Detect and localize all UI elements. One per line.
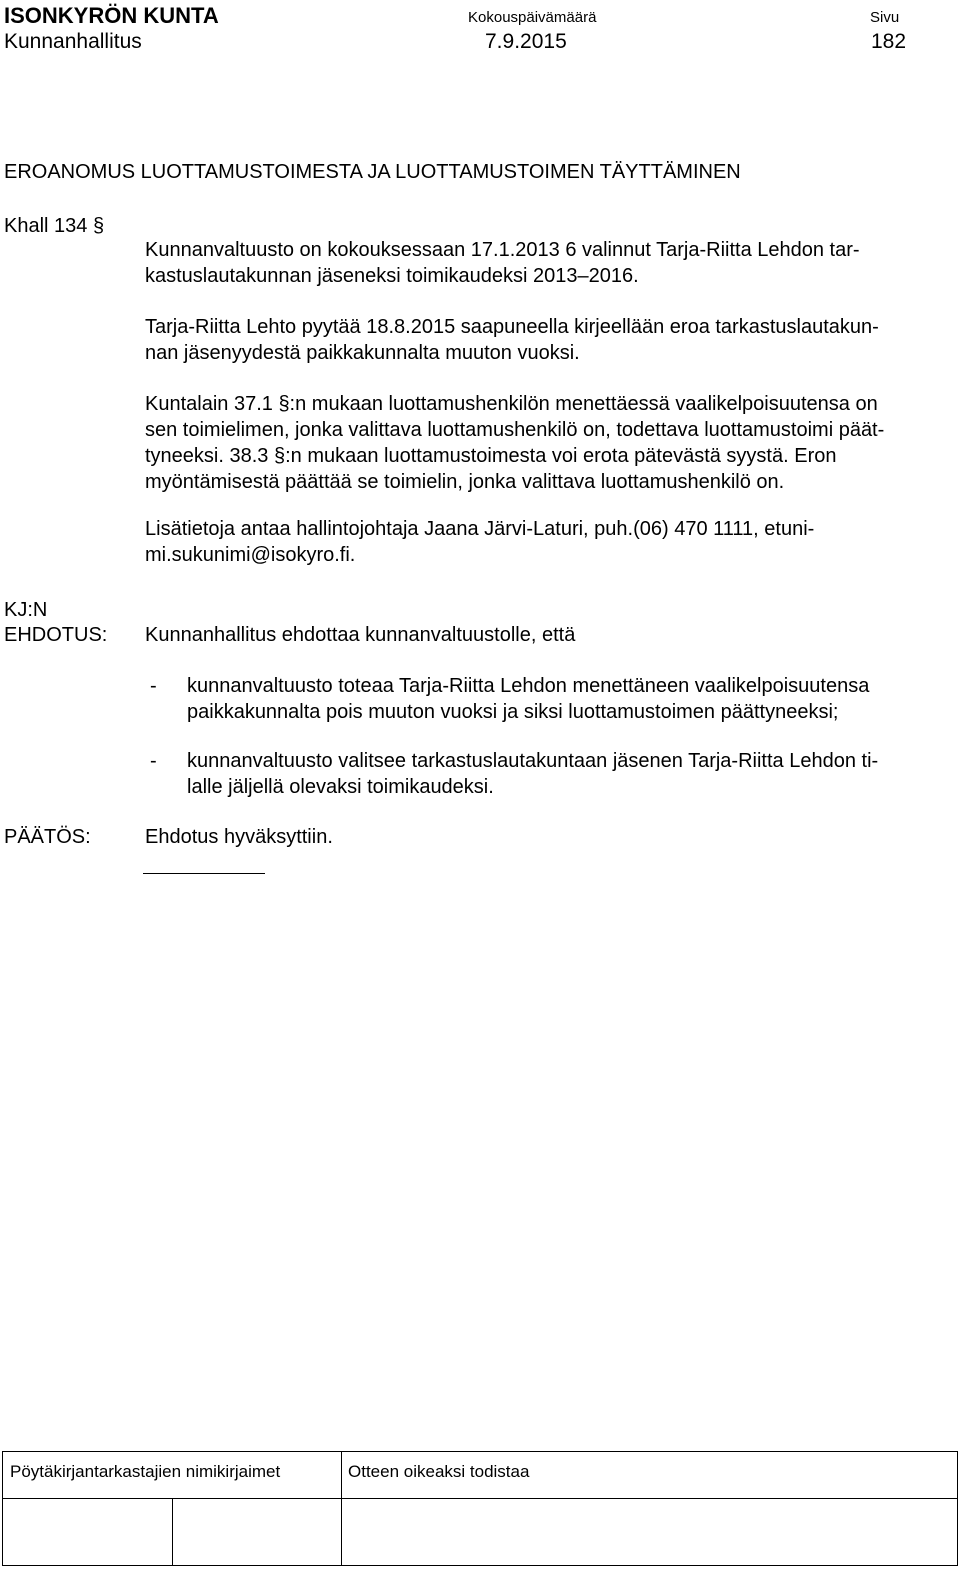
bullet-dash: - [150,750,157,772]
bullet-dash: - [150,675,157,697]
section-label: Khall 134 § [4,215,105,237]
page-label: Sivu [870,9,900,26]
decision-label: PÄÄTÖS: [4,826,91,848]
decision-text [145,824,953,850]
table-divider [3,1498,957,1499]
text-line: mi.sukunimi@isokyro.fi. [145,544,356,566]
table-divider [172,1498,173,1565]
paragraph-election [145,237,953,289]
proposal-label-line2: EHDOTUS: [4,624,108,646]
text-line: sen toimielimen, jonka valittava luottamushenkilö on, todettava luottamustoimi päät- [145,419,885,441]
meeting-date: 7.9.2015 [485,30,567,53]
text-line: tyneeksi. 38.3 §:n mukaan luottamustoimesta voi erota pätevästä syystä. Eron [145,445,837,467]
paragraph-law [145,391,953,495]
text-line: myöntämisestä päättää se toimielin, jonka valittava luottamushenkilö on. [145,471,785,493]
text-line: kastuslautakunnan jäseneksi toimikaudeksi 2013–2016. [145,265,639,287]
text-line: kunnanvaltuusto valitsee tarkastuslautakuntaan jäsenen Tarja-Riitta Lehdon ti- [187,750,879,772]
text-line: nan jäsenyydestä paikkakunnalta muuton vuoksi. [145,342,580,364]
closing-rule [143,873,265,874]
document-title: EROANOMUS LUOTTAMUSTOIMESTA JA LUOTTAMUSTOIMEN TÄYTTÄMINEN [4,161,741,183]
text-line: kunnanvaltuusto toteaa Tarja-Riitta Lehdon menettäneen vaalikelpoisuutensa [187,675,870,697]
paragraph-contact [145,516,953,568]
text-line: paikkakunnalta pois muuton vuoksi ja siksi luottamustoimen päättyneeksi; [187,701,839,723]
table-divider [341,1452,342,1565]
paragraph-resignation [145,314,953,366]
proposal-intro [145,622,953,648]
organization-name: ISONKYRÖN KUNTA [4,3,219,28]
meeting-date-label: Kokouspäivämäärä [468,9,597,26]
text-line: lalle jäljellä olevaksi toimikaudeksi. [187,776,494,798]
text-line: Ehdotus hyväksyttiin. [145,826,333,848]
governing-body: Kunnanhallitus [4,30,142,53]
signatures-label: Pöytäkirjantarkastajien nimikirjaimet [10,1462,281,1481]
text-line: Kuntalain 37.1 §:n mukaan luottamushenkilön menettäessä vaalikelpoisuutensa on [145,393,878,415]
page-number: 182 [871,30,907,53]
text-line: Lisätietoja antaa hallintojohtaja Jaana Järvi-Laturi, puh.(06) 470 1111, etuni- [145,518,815,540]
text-line: Tarja-Riitta Lehto pyytää 18.8.2015 saapuneella kirjeellään eroa tarkastuslautakun- [145,316,879,338]
certified-label: Otteen oikeaksi todistaa [348,1462,530,1481]
text-line: Kunnanvaltuusto on kokouksessaan 17.1.2013 6 valinnut Tarja-Riitta Lehdon tar- [145,239,860,261]
proposal-label-line1: KJ:N [4,599,48,621]
signature-table [2,1451,958,1566]
text-line: Kunnanhallitus ehdottaa kunnanvaltuustolle, että [145,624,576,646]
